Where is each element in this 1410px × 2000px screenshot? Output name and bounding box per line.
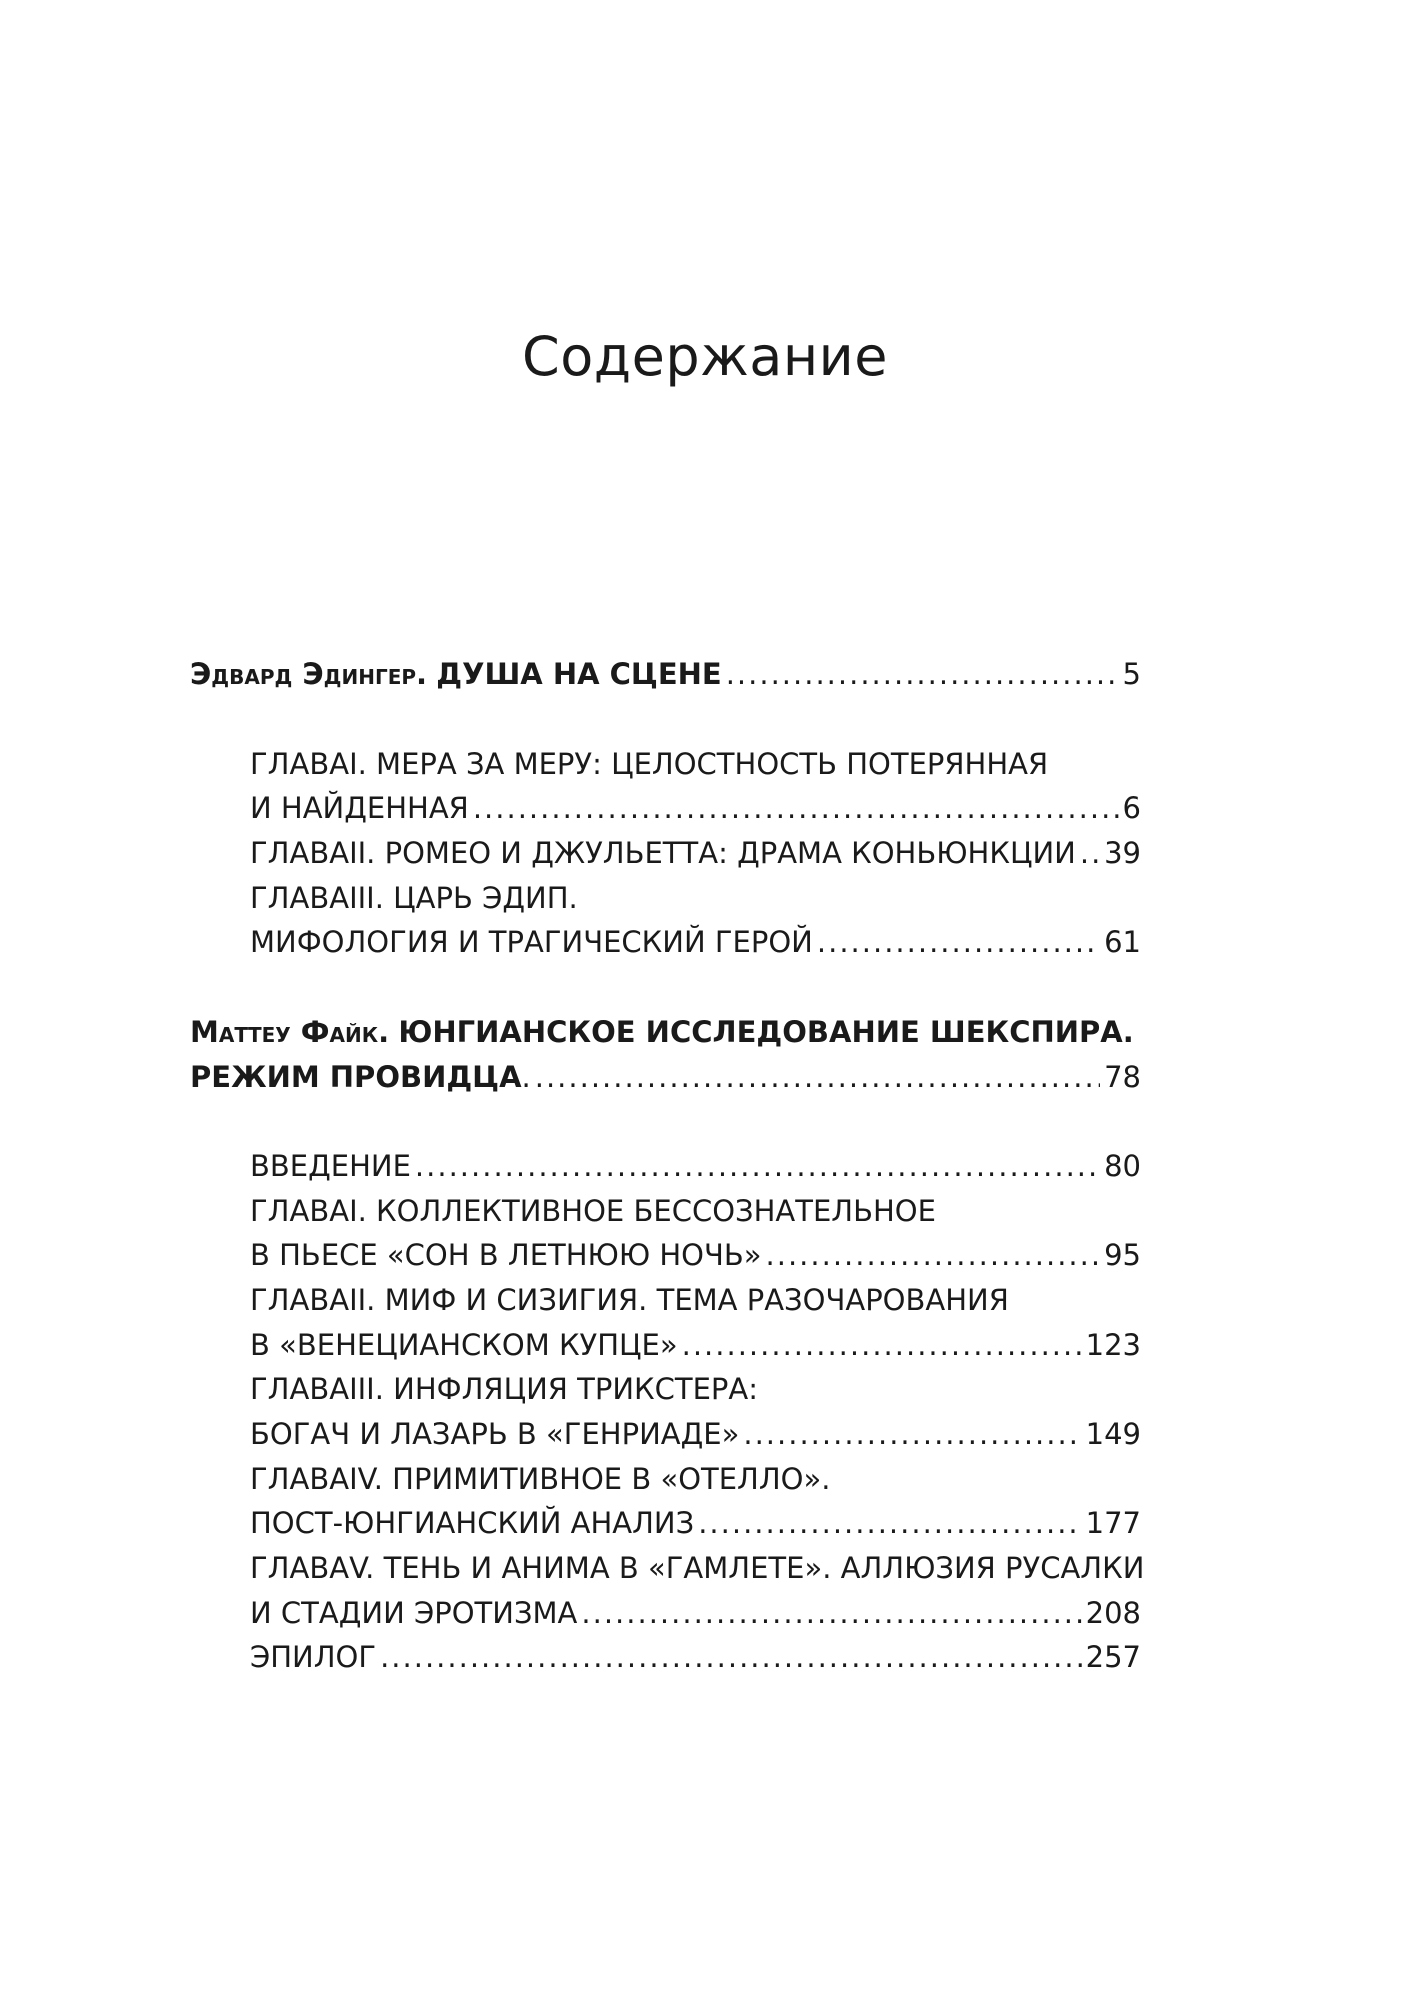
toc-entry-text: ВВЕДЕНИЕ: [250, 1149, 411, 1183]
dot-leader: [682, 1323, 1082, 1367]
toc-author: Маттеу Файк.: [190, 1015, 390, 1049]
toc-entry-text: ГЛАВАIII. ЦАРЬ ЭДИП.: [250, 881, 578, 915]
dot-leader: [535, 1055, 1100, 1099]
dot-leader: [1080, 831, 1100, 875]
toc-page-number: 149: [1085, 1417, 1141, 1451]
toc-entry[interactable]: [250, 1412, 1141, 1456]
toc-entry-text: В «ВЕНЕЦИАНСКОМ КУПЦЕ»: [250, 1328, 678, 1362]
toc-entry[interactable]: [250, 1591, 1141, 1635]
toc-entry[interactable]: [250, 1501, 1141, 1545]
toc-page-number: 208: [1085, 1596, 1141, 1630]
toc-entry-text: ГЛАВАII. МИФ И СИЗИГИЯ. ТЕМА РАЗОЧАРОВАНИЯ: [250, 1283, 1009, 1317]
toc-entry-text: ГЛАВАI. КОЛЛЕКТИВНОЕ БЕССОЗНАТЕЛЬНОЕ: [250, 1194, 936, 1228]
toc-entry-text: ЭПИЛОГ: [250, 1640, 377, 1674]
toc-page-number: 39: [1104, 836, 1141, 870]
toc-page-number: 123: [1085, 1328, 1141, 1362]
toc-entry-text: ГЛАВАIII. ИНФЛЯЦИЯ ТРИКСТЕРА:: [250, 1372, 759, 1406]
dot-leader: [726, 652, 1119, 696]
dot-leader: [698, 1501, 1081, 1545]
dot-leader: [766, 1233, 1101, 1277]
toc-entry-text: ПОСТ-ЮНГИАНСКИЙ АНАЛИЗ: [250, 1506, 695, 1540]
toc-entry-text: ГЛАВАV. ТЕНЬ И АНИМА В «ГАМЛЕТЕ». АЛЛЮЗИЯ РУСАЛКИ: [250, 1551, 1145, 1585]
toc-entry[interactable]: [250, 1546, 1145, 1590]
dot-leader: [473, 786, 1119, 830]
toc-page-number: 61: [1104, 925, 1141, 959]
toc-author: Эдвард Эдингер.: [190, 657, 428, 691]
toc-page-number: 5: [1122, 657, 1141, 691]
dot-leader: [380, 1635, 1082, 1679]
toc-entry[interactable]: [250, 1635, 1141, 1679]
toc-entry-text: ГЛАВАI. МЕРА ЗА МЕРУ: ЦЕЛОСТНОСТЬ ПОТЕРЯННАЯ: [250, 747, 1049, 781]
toc-entry[interactable]: [250, 1278, 1141, 1322]
toc-page-number: 80: [1104, 1149, 1141, 1183]
toc-page-number: 177: [1085, 1506, 1141, 1540]
toc-entry[interactable]: [250, 1189, 1141, 1233]
toc-page-number: 257: [1085, 1640, 1141, 1674]
toc-section-heading[interactable]: [190, 1055, 1141, 1099]
toc-entry-text: В ПЬЕСЕ «СОН В ЛЕТНЮЮ НОЧЬ»: [250, 1238, 762, 1272]
dot-leader: [743, 1412, 1081, 1456]
toc-entry-text: И НАЙДЕННАЯ: [250, 791, 469, 825]
toc-page-number: 78: [1104, 1060, 1141, 1094]
toc-entry[interactable]: [250, 920, 1141, 964]
toc-entry[interactable]: [250, 831, 1141, 875]
toc-section-heading[interactable]: [190, 652, 1141, 696]
toc-entry[interactable]: [250, 1233, 1141, 1277]
toc-entry[interactable]: [250, 1144, 1141, 1188]
toc-entry[interactable]: [250, 1457, 1141, 1501]
dot-leader: [817, 920, 1100, 964]
toc-work-title: ЮНГИАНСКОЕ ИССЛЕДОВАНИЕ ШЕКСПИРА.: [398, 1015, 1134, 1049]
toc-section-heading[interactable]: [190, 1010, 1141, 1054]
toc-entry-text: БОГАЧ И ЛАЗАРЬ В «ГЕНРИАДЕ»: [250, 1417, 740, 1451]
toc-page-number: 95: [1104, 1238, 1141, 1272]
toc-entry-text: ГЛАВАIV. ПРИМИТИВНОЕ В «ОТЕЛЛО».: [250, 1462, 831, 1496]
toc-page-number: 6: [1122, 791, 1141, 825]
dot-leader: [581, 1591, 1081, 1635]
dot-leader: [415, 1144, 1100, 1188]
toc-entry[interactable]: [250, 1367, 1141, 1411]
toc-entry[interactable]: [250, 786, 1141, 830]
toc-work-title: ДУША НА СЦЕНЕ: [436, 657, 722, 691]
page-title: Содержание: [522, 325, 888, 388]
toc-work-title: РЕЖИМ ПРОВИДЦА: [190, 1060, 522, 1094]
toc-work-title-tail: .: [521, 1060, 531, 1094]
toc-entry-text: И СТАДИИ ЭРОТИЗМА: [250, 1596, 578, 1630]
toc-entry-text: ГЛАВАII. РОМЕО И ДЖУЛЬЕТТА: ДРАМА КОНЬЮНКЦИИ: [250, 836, 1076, 870]
toc-entry[interactable]: [250, 742, 1141, 786]
toc-entry-text: МИФОЛОГИЯ И ТРАГИЧЕСКИЙ ГЕРОЙ: [250, 925, 813, 959]
toc-entry[interactable]: [250, 876, 1141, 920]
toc-entry[interactable]: [250, 1323, 1141, 1367]
